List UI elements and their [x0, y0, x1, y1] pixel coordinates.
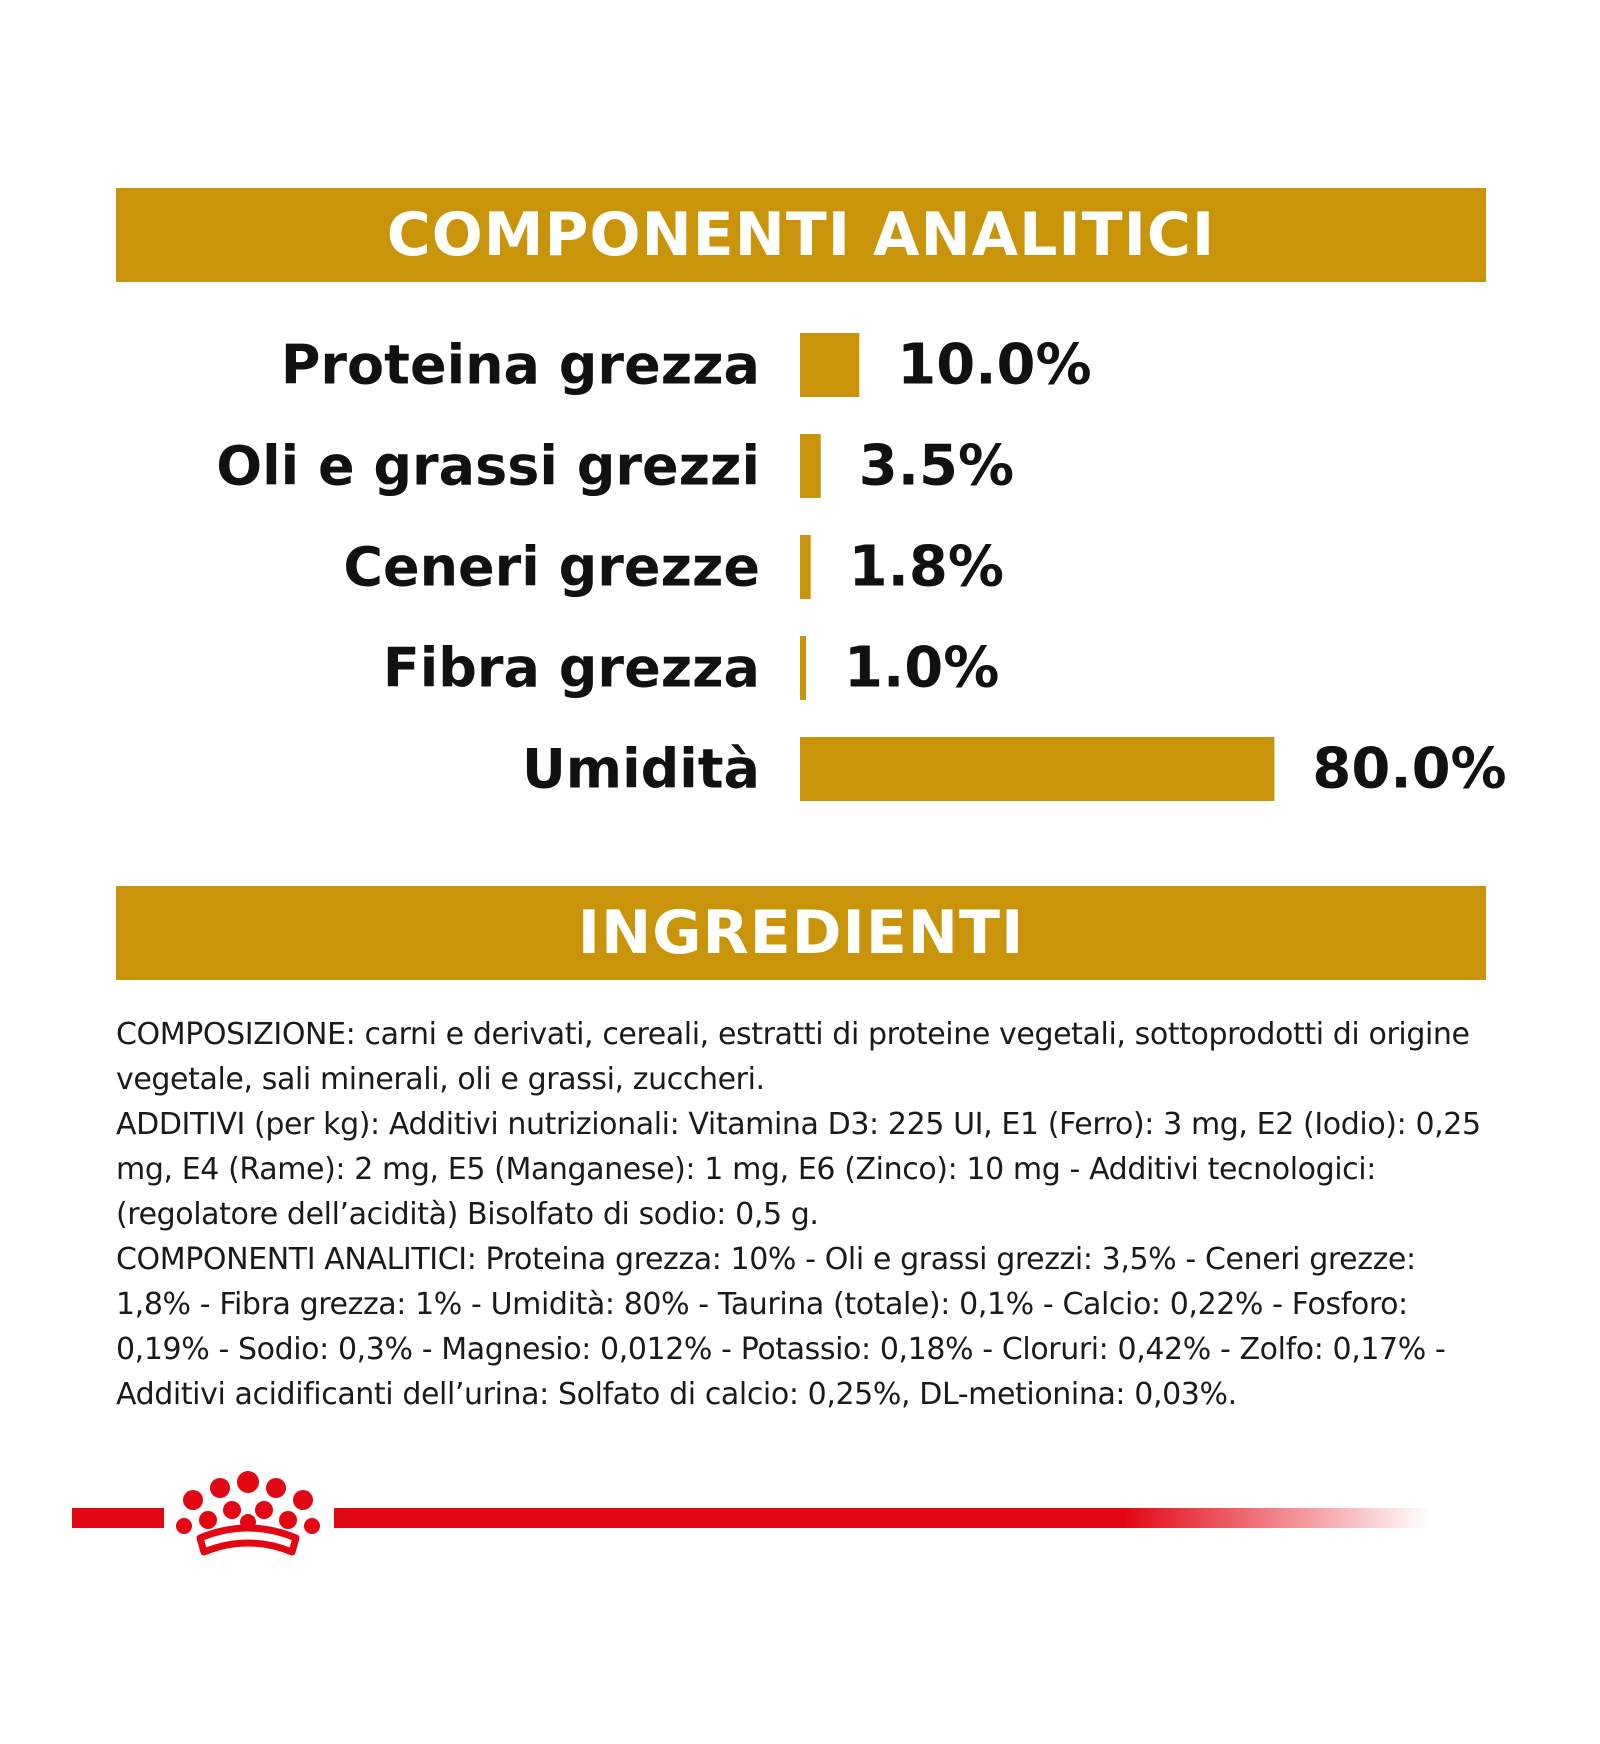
additives-paragraph: ADDITIVI (per kg): Additivi nutrizionali: Vitamina D3: 225 UI, E1 (Ferro): 3 mg, E2 (Iodio): 0,25 mg, E4 (Rame): 2 mg, E5 (Manganese): 1 mg, E6 (Zinco): 10 mg - Additivi tecnologici: (regolatore dell’acidità) Bisolfato di sodio: 0,5 g.	[116, 1107, 1481, 1232]
category-label: Umidità	[521, 737, 760, 801]
category-label: Fibra grezza	[382, 636, 760, 700]
bar	[800, 535, 811, 599]
value-label: 10.0%	[897, 332, 1092, 398]
ingredients-title: INGREDIENTI	[577, 898, 1025, 968]
value-label: 80.0%	[1312, 736, 1507, 802]
ingredients-banner	[116, 886, 1486, 980]
crown-icon	[176, 1471, 320, 1552]
value-label: 1.0%	[844, 635, 1000, 701]
value-label: 3.5%	[858, 433, 1015, 499]
category-label: Proteina grezza	[280, 333, 760, 397]
brand-line-left	[72, 1508, 164, 1528]
value-label: 1.8%	[848, 534, 1004, 600]
bar	[800, 636, 806, 700]
ingredients-text	[116, 1012, 1496, 1417]
category-label: Ceneri grezze	[343, 535, 760, 599]
category-label: Oli e grassi grezzi	[216, 434, 760, 498]
bar	[800, 737, 1274, 801]
brand-line	[0, 1460, 1600, 1580]
composition-paragraph: COMPOSIZIONE: carni e derivati, cereali, estratti di proteine vegetali, sottoprodotti di origine vegetale, sali minerali, oli e grassi, zuccheri.	[116, 1017, 1470, 1097]
bar	[800, 333, 859, 397]
brand-line-right	[334, 1508, 1430, 1528]
analytic-components-title: COMPONENTI ANALITICI	[386, 200, 1216, 270]
bar	[800, 434, 821, 498]
analytic-components-paragraph: COMPONENTI ANALITICI: Proteina grezza: 10% - Oli e grassi grezzi: 3,5% - Ceneri grezze: 1,8% - Fibra grezza: 1% - Umidità: 80% - Taurina (totale): 0,1% - Calcio: 0,22% - Fosforo: 0,19% - Sodio: 0,3% - Magnesio: 0,012% - Potassio: 0,18% - Cloruri: 0,42% - Zolfo: 0,17% - Additivi acidificanti dell’urina: Solfato di calcio: 0,25%, DL-metionina: 0,03%.	[116, 1242, 1446, 1412]
